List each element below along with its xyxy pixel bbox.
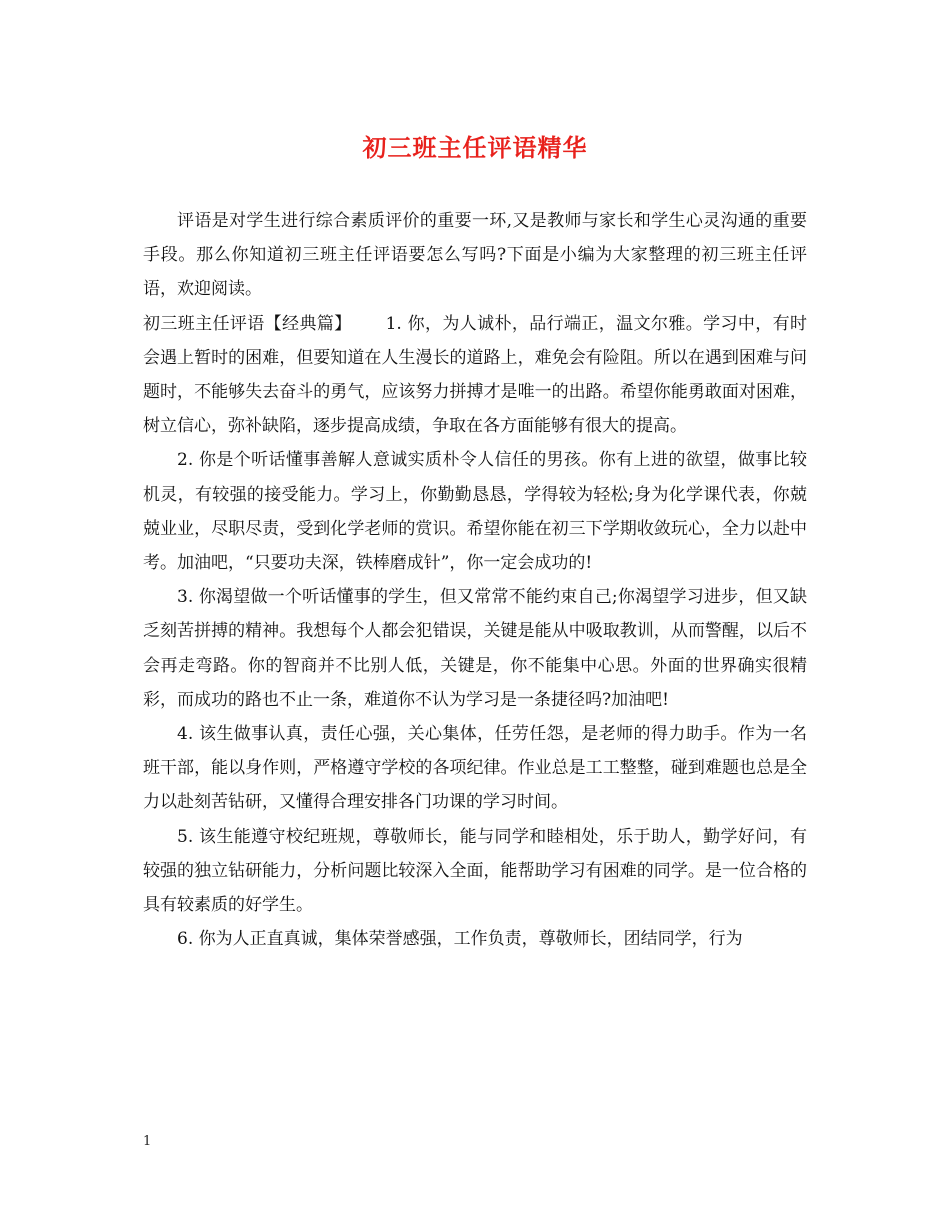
document-title: 初三班主任评语精华 bbox=[362, 133, 588, 162]
item-2-paragraph: 2. 你是个听话懂事善解人意诚实质朴令人信任的男孩。你有上进的欲望，做事比较机灵，有较强的接受能力。学习上，你勤勤恳恳，学得较为轻松;身为化学课代表，你兢兢业业，尽职尽责，受到化学老师的赏识。希望你能在初三下学期收敛玩心，全力以赴中考。加油吧，“只要功夫深，铁棒磨成针”，你一定会成功的! bbox=[143, 450, 807, 574]
document-body bbox=[143, 204, 807, 956]
section-heading: 初三班主任评语【经典篇】 bbox=[143, 313, 352, 334]
item-4-paragraph: 4. 该生做事认真，责任心强，关心集体，任劳任怨，是老师的得力助手。作为一名班干部，能以身作则，严格遵守学校的各项纪律。作业总是工工整整，碰到难题也总是全力以赴刻苦钻研，又懂得合理安排各门功课的学习时间。 bbox=[143, 724, 807, 813]
item-5-paragraph: 5. 该生能遵守校纪班规，尊敬师长，能与同学和睦相处，乐于助人，勤学好问，有较强的独立钻研能力，分析问题比较深入全面，能帮助学习有困难的同学。是一位合格的具有较素质的好学生。 bbox=[143, 826, 807, 916]
item-1-text: 1. 你，为人诚朴，品行端正，温文尔雅。学习中，有时会遇上暂时的困难，但要知道在人生漫长的道路上，难免会有险阻。所以在遇到困难与问题时，不能够失去奋斗的勇气，应该努力拼搏才是唯一的出路。希望你能勇敢面对困难，树立信心，弥补缺陷，逐步提高成绩，争取在各方面能够有很大的提高。 bbox=[143, 313, 808, 437]
item-3-paragraph: 3. 你渴望做一个听话懂事的学生，但又常常不能约束自己;你渴望学习进步，但又缺乏刻苦拼搏的精神。我想每个人都会犯错误，关键是能从中吸取教训，从而警醒，以后不会再走弯路。你的智商并不比别人低，关键是，你不能集中心思。外面的世界确实很精彩，而成功的路也不止一条，难道你不认为学习是一条捷径吗?加油吧! bbox=[143, 587, 807, 710]
intro-paragraph: 评语是对学生进行综合素质评价的重要一环,又是教师与家长和学生心灵沟通的重要手段。那么你知道初三班主任评语要怎么写吗?下面是小编为大家整理的初三班主任评语，欢迎阅读。 bbox=[143, 211, 807, 300]
item-6-paragraph: 6. 你为人正直真诚，集体荣誉感强，工作负责，尊敬师长，团结同学，行为 bbox=[177, 929, 743, 950]
page-number: 1 bbox=[143, 1134, 152, 1149]
item-1-paragraph bbox=[143, 307, 807, 444]
